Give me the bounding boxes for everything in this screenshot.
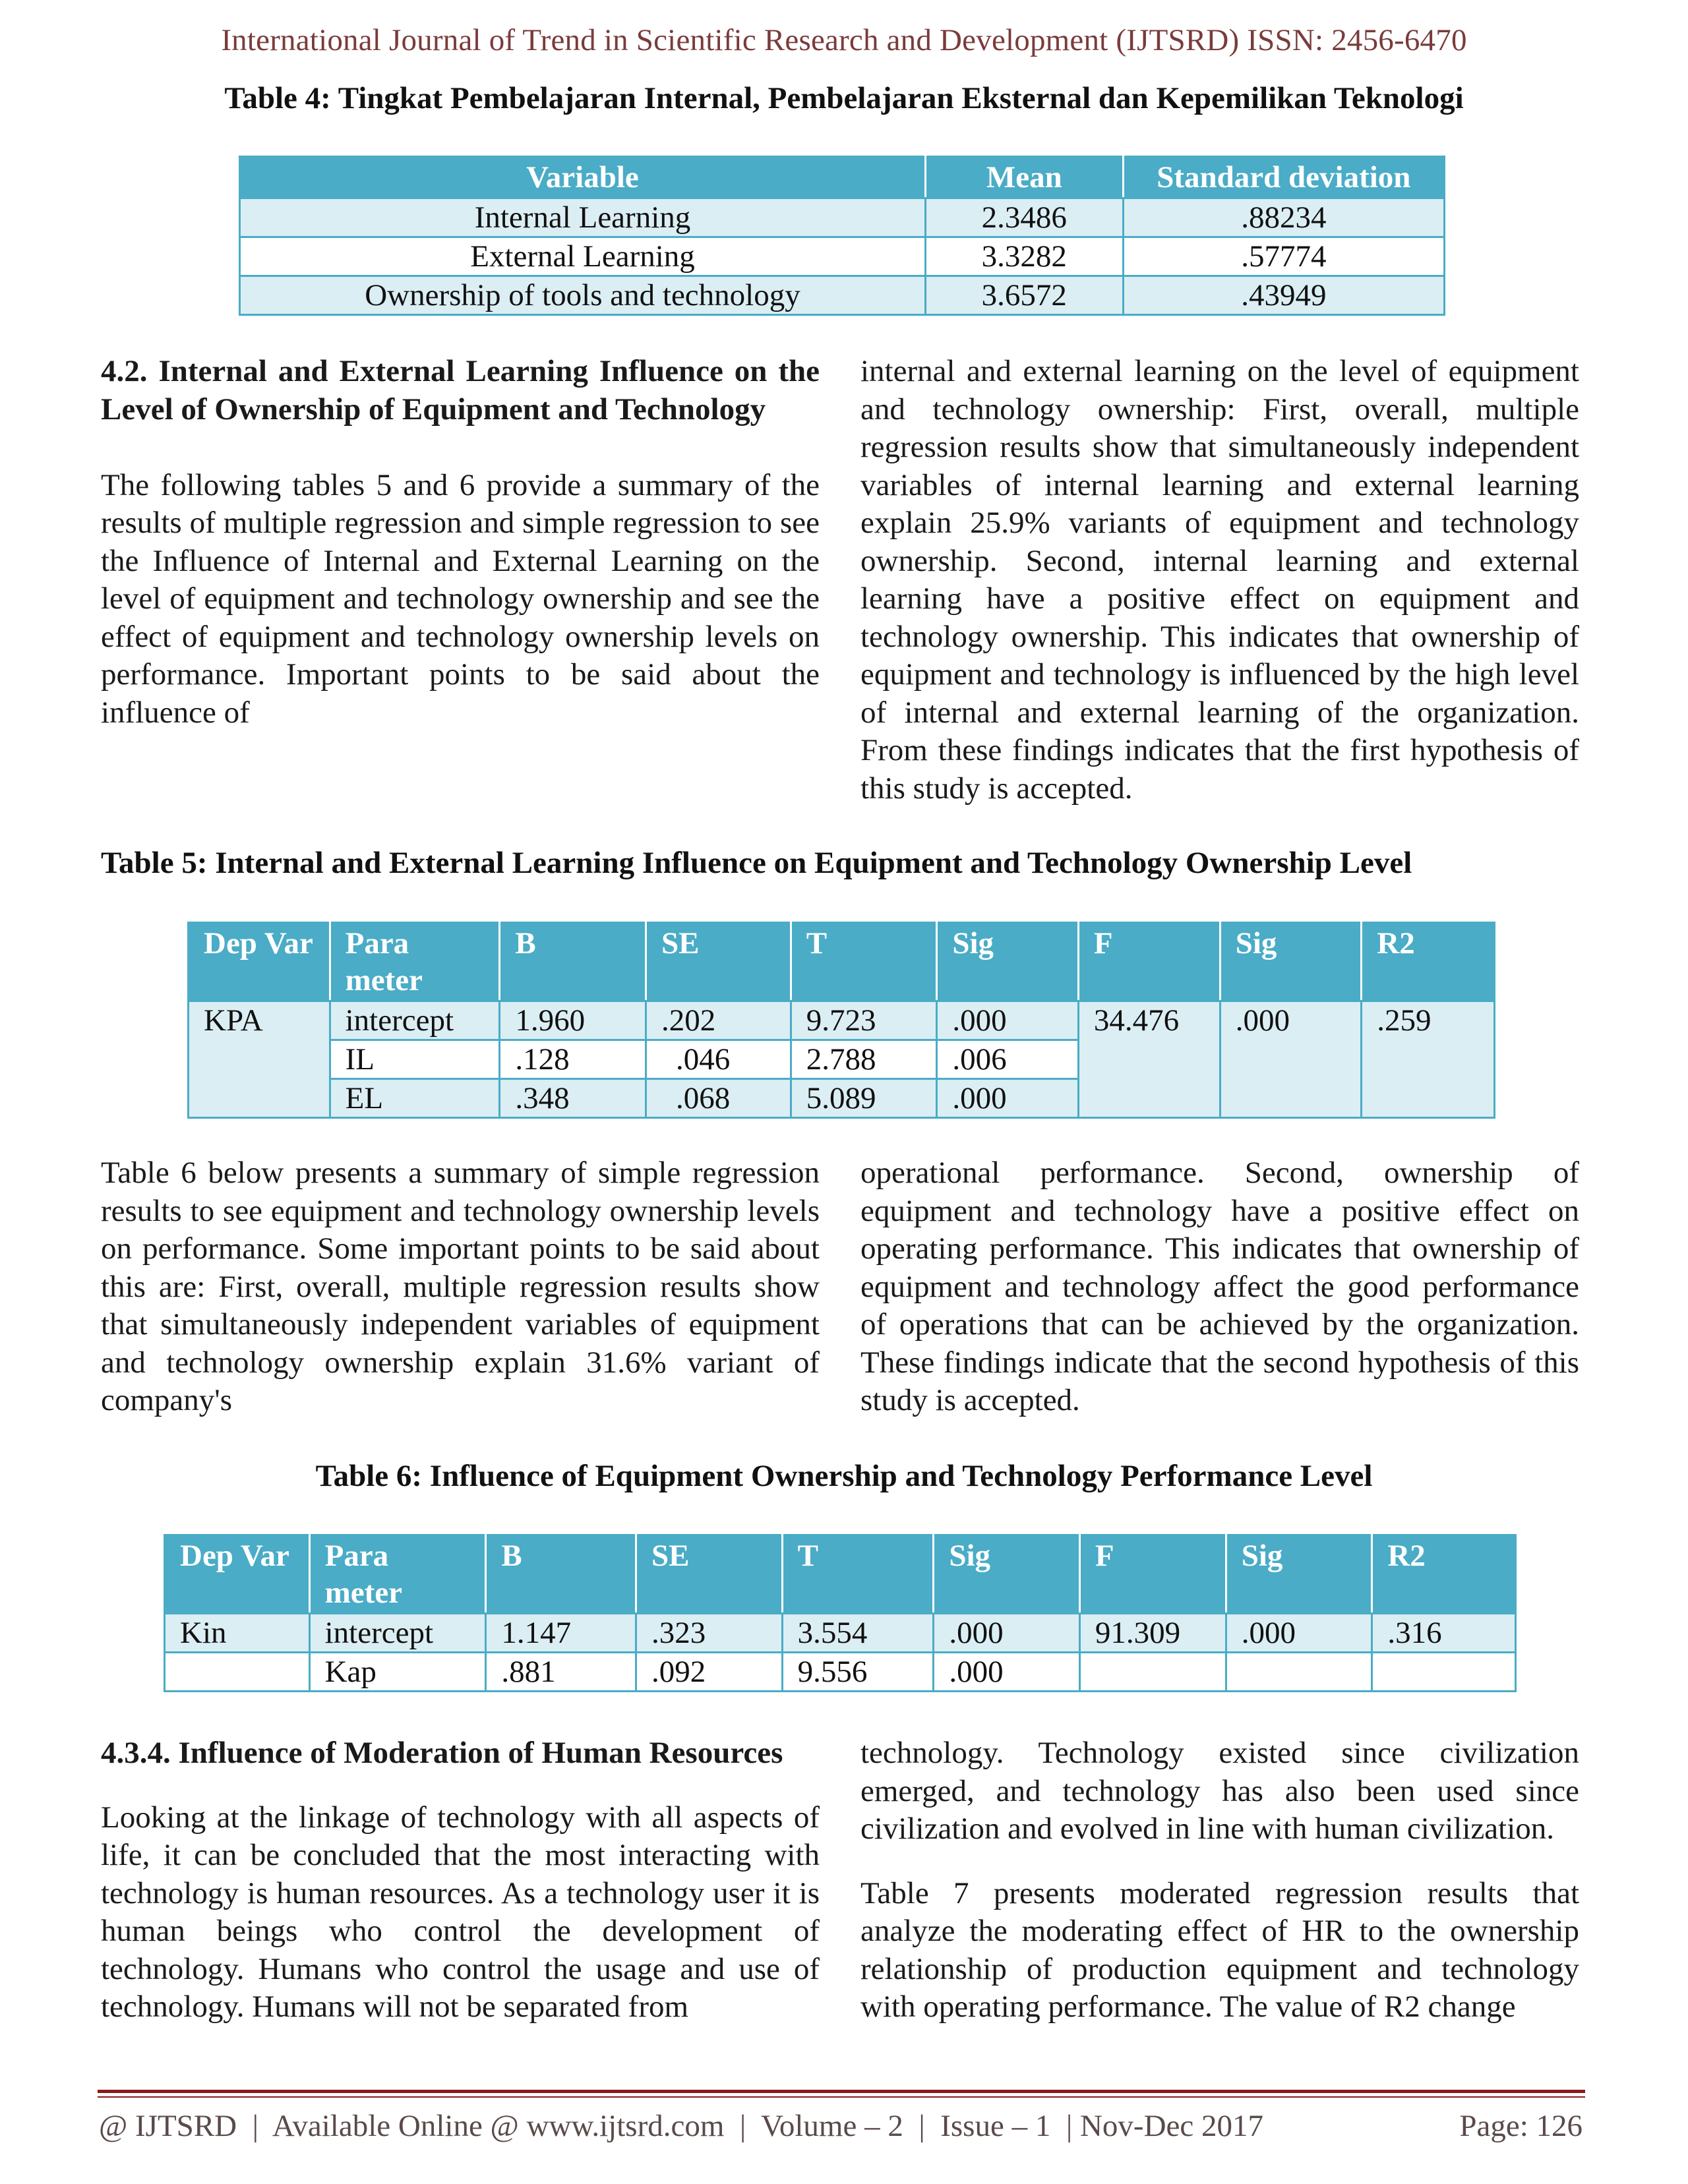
table-cell — [1372, 1653, 1516, 1692]
paragraph: Table 6 below presents a summary of simple regression results to see equipment and technology ownership levels on performance. Some important points to be said about this are: First, overall, multiple regression results show that simultaneously independent variables of equipment and technology ownership explain 31.6% variant of company's — [101, 1156, 820, 1417]
table-cell: EL — [330, 1079, 500, 1118]
table-cell: IL — [330, 1040, 500, 1079]
table5-col-header: Sig — [937, 923, 1079, 1001]
table5-col-header: Dep Var — [189, 923, 330, 1001]
table-cell: .092 — [636, 1653, 783, 1692]
table6-col-header: T — [782, 1535, 934, 1614]
table5-caption: Table 5: Internal and External Learning Influence on Equipment and Technology Ownership Level — [101, 846, 1412, 880]
table5-col-header: F — [1078, 923, 1220, 1001]
section-4-2-right-column — [860, 353, 1579, 808]
table6-intro-left-column — [101, 1154, 820, 1420]
table-cell: intercept — [330, 1001, 500, 1040]
table-cell: 3.554 — [782, 1614, 934, 1653]
table-cell: Internal Learning — [240, 198, 926, 237]
table-cell: Ownership of tools and technology — [240, 276, 926, 315]
table-cell: .348 — [500, 1079, 646, 1118]
table-row — [240, 237, 1445, 276]
table-cell — [1226, 1653, 1372, 1692]
section-4-2-left-column — [101, 353, 820, 732]
table-cell: 1.147 — [486, 1614, 636, 1653]
table6-col-header: B — [486, 1535, 636, 1614]
paragraph: operational performance. Second, ownership of equipment and technology have a positive effect on operating performance. This indicates that ownership of equipment and technology affect the good performance of operations that can be achieved by the organization. These findings indicate that the second hypothesis of this study is accepted. — [860, 1156, 1579, 1417]
table-cell: 91.309 — [1079, 1614, 1226, 1653]
table-cell: 1.960 — [500, 1001, 646, 1040]
table-cell: .000 — [934, 1653, 1080, 1692]
table-cell: 3.3282 — [925, 237, 1123, 276]
table6-col-header: R2 — [1372, 1535, 1516, 1614]
table-cell: Kap — [309, 1653, 486, 1692]
table-cell: 2.788 — [791, 1040, 937, 1079]
table4-caption: Table 4: Tingkat Pembelajaran Internal, Pembelajaran Eksternal dan Kepemilikan Teknologi — [224, 81, 1464, 115]
table-row — [189, 1001, 1495, 1040]
table-row — [165, 1653, 1516, 1692]
table-cell: .881 — [486, 1653, 636, 1692]
table5-col-header: Sig — [1220, 923, 1362, 1001]
section-4-3-4-right-column — [860, 1734, 1579, 2026]
table5 — [187, 922, 1495, 1119]
table-cell: .000 — [937, 1001, 1079, 1040]
footer-rule — [98, 2090, 1585, 2093]
table6-col-header: Sig — [1226, 1535, 1372, 1614]
table-cell: .006 — [937, 1040, 1079, 1079]
table5-header-row — [189, 923, 1495, 1001]
table4-header-row — [240, 157, 1445, 198]
table5-col-header: R2 — [1362, 923, 1495, 1001]
table-cell: External Learning — [240, 237, 926, 276]
table6-header-row — [165, 1535, 1516, 1614]
paragraph: internal and external learning on the level of equipment and technology ownership: First, overall, multiple regression results show that simultaneously independent variables of internal learning and external learning explain 25.9% variants of equipment and technology ownership. Second, internal learning and external learning have a positive effect on equipment and technology ownership. This indicates that ownership of equipment and technology is influenced by the high level of internal and external learning of the organization. From these findings indicates that the first hypothesis of this study is accepted. — [860, 354, 1579, 806]
table-row — [240, 198, 1445, 237]
table-cell: 2.3486 — [925, 198, 1123, 237]
table-cell: .57774 — [1123, 237, 1444, 276]
table6-col-header: F — [1079, 1535, 1226, 1614]
paragraph: Table 7 presents moderated regression results that analyze the moderating effect of HR to the ownership relationship of production equipment and technology with operating performance. The value of R2 change — [860, 1875, 1579, 2024]
section-heading: 4.2. Internal and External Learning Influence on the Level of Ownership of Equipment and Technology — [101, 354, 820, 427]
table-cell: .259 — [1362, 1001, 1495, 1118]
table-cell: .000 — [934, 1614, 1080, 1653]
table6-col-header: Sig — [934, 1535, 1080, 1614]
table-cell: .000 — [937, 1079, 1079, 1118]
table-cell — [165, 1653, 310, 1692]
table4-col-header: Variable — [240, 157, 926, 198]
page-footer — [99, 2108, 1582, 2144]
section-4-3-4-left-column — [101, 1734, 820, 2026]
table4-col-header: Mean — [925, 157, 1123, 198]
table-cell: .068 — [646, 1079, 791, 1118]
table-cell: .316 — [1372, 1614, 1516, 1653]
table-cell: 3.6572 — [925, 276, 1123, 315]
table6-caption: Table 6: Influence of Equipment Ownership and Technology Performance Level — [315, 1459, 1373, 1493]
table-cell: 34.476 — [1078, 1001, 1220, 1118]
table-cell: KPA — [189, 1001, 330, 1118]
table-cell: .323 — [636, 1614, 783, 1653]
table-cell: 9.556 — [782, 1653, 934, 1692]
paragraph: Looking at the linkage of technology with all aspects of life, it can be concluded that the most interacting with technology is human resources. As a technology user it is human beings who control the development of technology. Humans who control the usage and use of technology. Humans will not be separated from — [101, 1800, 820, 2024]
table-cell — [1079, 1653, 1226, 1692]
table-cell: Kin — [165, 1614, 310, 1653]
table4 — [239, 156, 1445, 316]
table-cell: intercept — [309, 1614, 486, 1653]
table6-col-header: SE — [636, 1535, 783, 1614]
table-cell: .43949 — [1123, 276, 1444, 315]
table-cell: .000 — [1220, 1001, 1362, 1118]
table-cell: .000 — [1226, 1614, 1372, 1653]
table-cell: 9.723 — [791, 1001, 937, 1040]
table-cell: .128 — [500, 1040, 646, 1079]
section-heading: 4.3.4. Influence of Moderation of Human Resources — [101, 1736, 783, 1770]
table5-col-header: Para meter — [330, 923, 500, 1001]
table5-col-header: B — [500, 923, 646, 1001]
table-cell: .046 — [646, 1040, 791, 1079]
table-row — [165, 1614, 1516, 1653]
paragraph: The following tables 5 and 6 provide a summary of the results of multiple regression and simple regression to see the Influence of Internal and External Learning on the level of equipment and technology ownership and see the effect of equipment and technology ownership levels on performance. Important points to be said about the influence of — [101, 467, 820, 730]
table5-col-header: T — [791, 923, 937, 1001]
table6-intro-right-column — [860, 1154, 1579, 1420]
paragraph: technology. Technology existed since civilization emerged, and technology has also been used since civilization and evolved in line with human civilization. — [860, 1736, 1579, 1846]
table6-col-header: Para meter — [309, 1535, 486, 1614]
table6-col-header: Dep Var — [165, 1535, 310, 1614]
table-cell: .88234 — [1123, 198, 1444, 237]
journal-header: International Journal of Trend in Scientific Research and Development (IJTSRD) ISSN: 2456-6470 — [221, 23, 1467, 57]
table6 — [164, 1534, 1517, 1692]
table-row — [240, 276, 1445, 315]
footer-info: @ IJTSRD | Available Online @ www.ijtsrd.com | Volume – 2 | Issue – 1 | Nov-Dec 2017 — [99, 2109, 1263, 2143]
table-cell: 5.089 — [791, 1079, 937, 1118]
table5-col-header: SE — [646, 923, 791, 1001]
table-cell: .202 — [646, 1001, 791, 1040]
table4-col-header: Standard deviation — [1123, 157, 1444, 198]
page-number: Page: 126 — [1459, 2109, 1582, 2143]
footer-rule — [98, 2096, 1585, 2098]
